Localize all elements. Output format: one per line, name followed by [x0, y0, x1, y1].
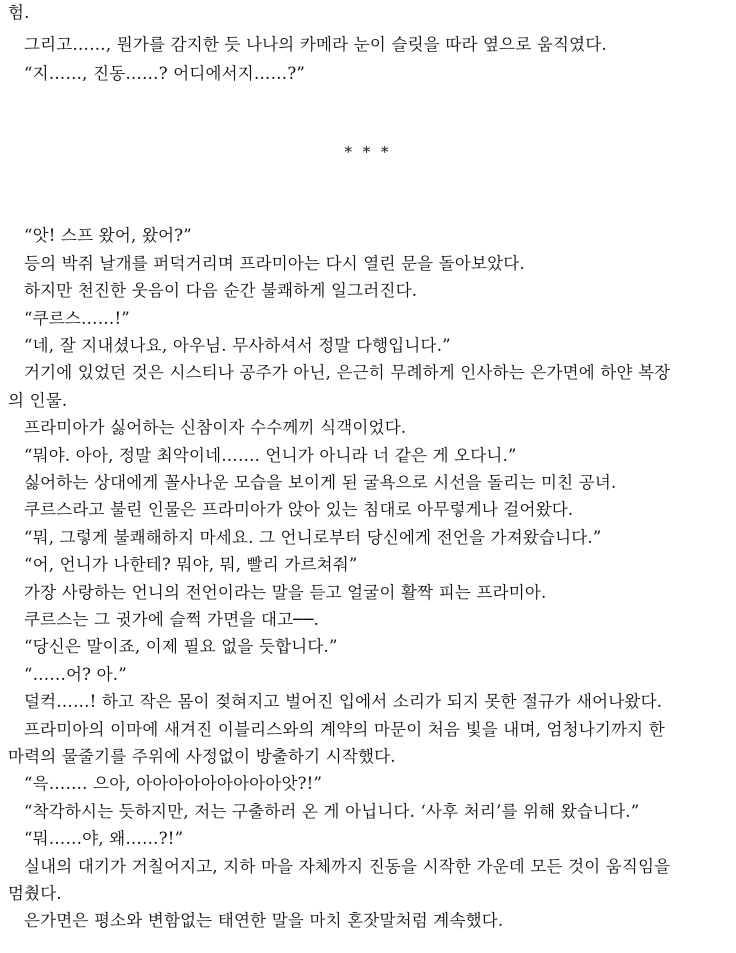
text-line: “지……, 진동……? 어디에서지……?” — [24, 64, 306, 83]
text-line: 싫어하는 상대에게 꼴사나운 모습을 보이게 된 굴욕으로 시선을 돌리는 미친 공녀. — [24, 473, 617, 492]
text-line: 마력의 물줄기를 주위에 사정없이 방출하기 시작했다. — [8, 747, 396, 766]
text-line: 등의 박쥐 날개를 퍼덕거리며 프라미아는 다시 열린 문을 돌아보았다. — [24, 254, 525, 273]
text-line: “앗! 스프 왔어, 왔어?” — [24, 226, 192, 245]
text-line: 실내의 대기가 거칠어지고, 지하 마을 자체까지 진동을 시작한 가운데 모든 것이 움직임을 — [24, 857, 671, 876]
text-line: “……어? 아.” — [24, 665, 127, 684]
text-line: 그리고……, 뭔가를 감지한 듯 나나의 카메라 눈이 슬릿을 따라 옆으로 움직였다. — [24, 35, 607, 54]
text-line: 쿠르스는 그 귓가에 슬쩍 가면을 대고──. — [24, 610, 320, 629]
text-line: “네, 잘 지내셨나요, 아우님. 무사하셔서 정말 다행입니다.” — [24, 336, 451, 355]
text-line: “뭐, 그렇게 불쾌해하지 마세요. 그 언니로부터 당신에게 전언을 가져왔습니다.” — [24, 528, 602, 547]
text-line: 프라미아의 이마에 새겨진 이블리스와의 계약의 마문이 처음 빛을 내며, 엄청나기까지 한 — [24, 720, 665, 739]
text-line: 험. — [8, 3, 30, 22]
text-line: 하지만 천진한 웃음이 다음 순간 불쾌하게 일그러진다. — [24, 281, 418, 300]
text-line: “윽……. 으아, 아아아아아아아아아앗?!” — [24, 774, 323, 793]
text-line: “뭐야. 아아, 정말 최악이네……. 언니가 아니라 너 같은 게 오다니.” — [24, 446, 517, 465]
text-line: “뭐……야, 왜……?!” — [24, 829, 184, 848]
text-line: “착각하시는 듯하지만, 저는 구출하러 온 게 아닙니다. ‘사후 처리’를 위해 왔습니다.” — [24, 802, 640, 821]
text-line: 덜컥……! 하고 작은 몸이 젖혀지고 벌어진 입에서 소리가 되지 못한 절규가 새어나왔다. — [24, 692, 663, 711]
text-line: 멈췄다. — [8, 884, 62, 903]
text-line: 쿠르스라고 불린 인물은 프라미아가 앉아 있는 침대로 아무렇게나 걸어왔다. — [24, 500, 574, 519]
scene-separator: * * * — [344, 143, 392, 161]
text-line: “쿠르스……!” — [24, 309, 130, 328]
text-line: 프라미아가 싫어하는 신참이자 수수께끼 식객이었다. — [24, 418, 407, 437]
text-line: “당신은 말이죠, 이제 필요 없을 듯합니다.” — [24, 637, 338, 656]
text-line: “어, 언니가 나한테? 뭐야, 뭐, 빨리 가르쳐줘” — [24, 555, 358, 574]
text-line: 거기에 있었던 것은 시스티나 공주가 아닌, 은근히 무례하게 인사하는 은가면에 하얀 복장 — [24, 363, 671, 382]
text-line: 의 인물. — [8, 391, 68, 410]
text-line: 은가면은 평소와 변함없는 태연한 말을 마치 혼잣말처럼 계속했다. — [24, 911, 504, 930]
text-line: 가장 사랑하는 언니의 전언이라는 말을 듣고 얼굴이 활짝 피는 프라미아. — [24, 583, 547, 602]
